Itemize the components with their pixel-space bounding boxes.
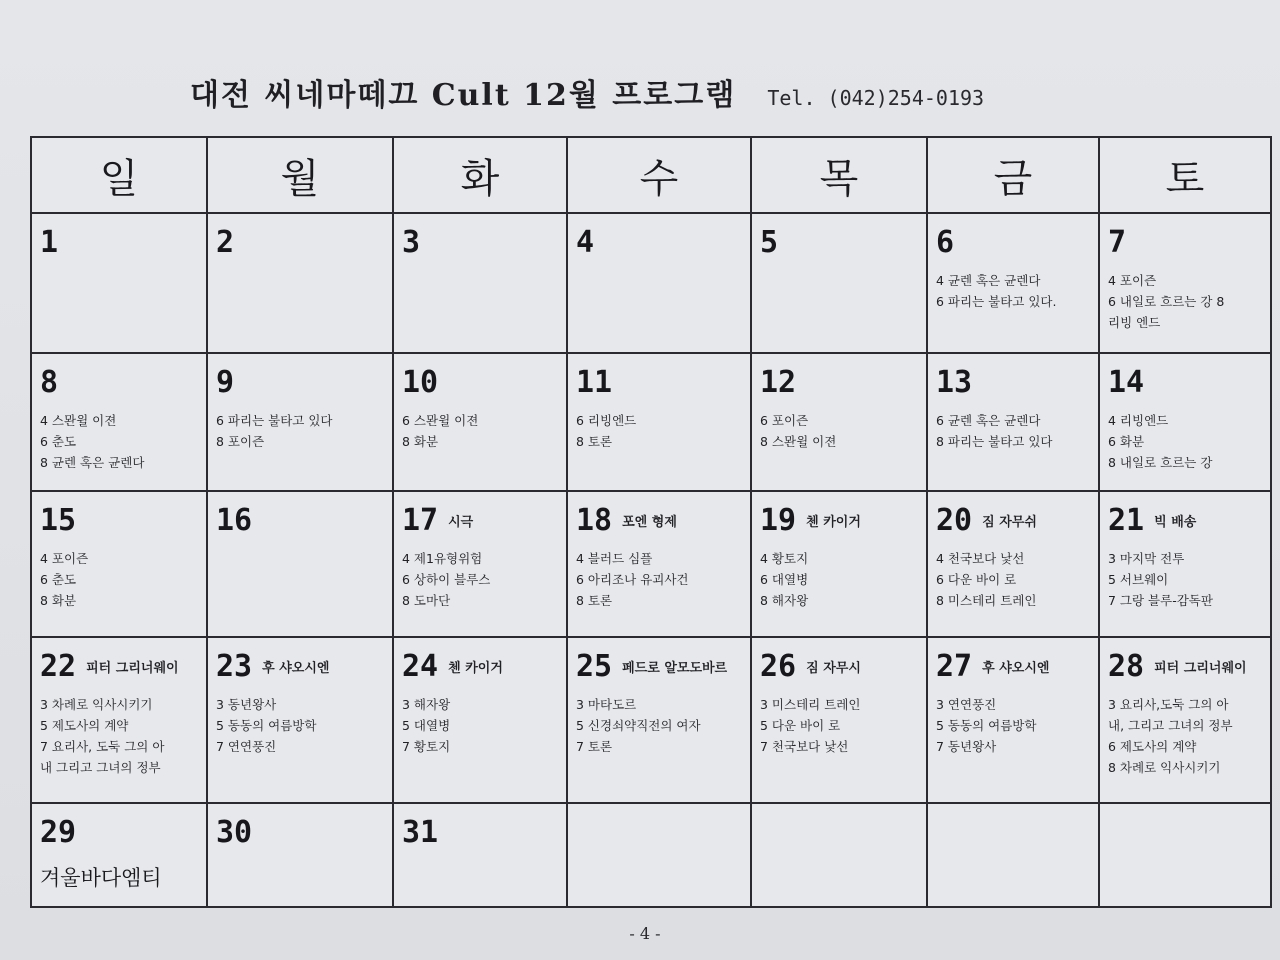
screening-entry: 4 황토지 — [760, 551, 809, 566]
day-number: 4 — [576, 225, 595, 260]
screening-entry: 4 블러드 심플 — [576, 551, 653, 566]
screening-entry: 8 파리는 불타고 있다 — [936, 434, 1053, 449]
calendar-week-row — [31, 213, 1271, 353]
calendar-day-cell — [567, 637, 751, 803]
calendar-day-cell — [207, 803, 393, 907]
screening-entry: 6 대열병 — [760, 572, 809, 587]
calendar-day-cell — [927, 353, 1099, 491]
screening-entry: 5 제도사의 계약 — [40, 718, 129, 733]
screening-entry: 6 제도사의 계약 — [1108, 739, 1197, 754]
screening-entry: 4 제1유형위험 — [402, 551, 483, 566]
day-number: 22 — [40, 649, 77, 684]
weekday-header: 월 — [207, 137, 393, 213]
director-theme: 후 샤오시엔 — [982, 661, 1050, 676]
calendar-week-row — [31, 491, 1271, 637]
screening-entry: 4 리빙엔드 — [1108, 413, 1169, 428]
calendar-day-cell — [31, 803, 207, 907]
day-number: 24 — [402, 649, 439, 684]
day-number: 10 — [402, 365, 439, 400]
director-theme: 빅 배송 — [1154, 515, 1197, 530]
screening-entry: 8 차례로 익사시키기 — [1108, 760, 1221, 775]
screening-entry: 3 마타도르 — [576, 697, 637, 712]
calendar-day-cell — [1099, 491, 1271, 637]
weekday-header: 일 — [31, 137, 207, 213]
screening-entry: 8 토론 — [576, 434, 613, 449]
calendar-day-cell — [567, 803, 751, 907]
director-theme: 짐 자무쉬 — [982, 515, 1037, 530]
screening-list — [40, 410, 198, 473]
director-theme: 페드로 알모도바르 — [622, 661, 728, 676]
screening-entry: 6 춘도 — [40, 572, 77, 587]
day-number: 3 — [402, 225, 421, 260]
director-theme: 첸 카이거 — [448, 661, 503, 676]
program-title: 대전 씨네마떼끄 Cult 12월 프로그램 — [190, 78, 737, 113]
calendar-week-row — [31, 353, 1271, 491]
screening-entry: 6 내일로 흐르는 강 8 — [1108, 294, 1225, 309]
screening-entry: 7 토론 — [576, 739, 613, 754]
director-theme: 포엔 형제 — [622, 515, 677, 530]
calendar-day-cell — [751, 213, 927, 353]
weekday-header: 화 — [393, 137, 567, 213]
screening-list — [936, 410, 1090, 452]
screening-entry: 8 내일로 흐르는 강 — [1108, 455, 1213, 470]
screening-entry: 6 리빙엔드 — [576, 413, 637, 428]
day-number: 13 — [936, 365, 973, 400]
calendar-day-cell — [31, 637, 207, 803]
day-number: 11 — [576, 365, 613, 400]
screening-entry: 내, 그리고 그녀의 정부 — [1108, 718, 1233, 733]
screening-list — [216, 410, 384, 452]
screening-entry: 6 춘도 — [40, 434, 77, 449]
program-calendar — [30, 136, 1272, 908]
calendar-day-cell — [927, 803, 1099, 907]
day-number: 1 — [40, 225, 59, 260]
calendar-day-cell — [207, 213, 393, 353]
day-number: 29 — [40, 815, 77, 850]
screening-list — [1108, 548, 1262, 611]
screening-entry: 8 균렌 혹은 균렌다 — [40, 455, 145, 470]
day-number: 16 — [216, 503, 253, 538]
director-theme: 짐 자무시 — [806, 661, 861, 676]
calendar-day-cell — [1099, 353, 1271, 491]
screening-entry: 8 화분 — [40, 593, 77, 608]
screening-entry: 5 동동의 여름방학 — [216, 718, 317, 733]
screening-entry: 3 차례로 익사시키기 — [40, 697, 153, 712]
screening-entry: 7 동년왕사 — [936, 739, 997, 754]
screening-list — [216, 694, 384, 757]
screening-entry: 6 스뫈윌 이젼 — [402, 413, 479, 428]
event-text: 겨울바다엠티 — [40, 866, 162, 890]
screening-entry: 8 스뫈윌 이젼 — [760, 434, 837, 449]
director-theme: 시극 — [448, 515, 474, 530]
calendar-day-cell — [207, 637, 393, 803]
screening-entry: 3 해자왕 — [402, 697, 451, 712]
screening-entry: 8 도마단 — [402, 593, 451, 608]
day-number: 2 — [216, 225, 235, 260]
calendar-day-cell — [751, 353, 927, 491]
screening-entry: 6 파리는 불타고 있다. — [936, 294, 1057, 309]
calendar-day-cell — [393, 803, 567, 907]
screening-entry: 5 동동의 여름방학 — [936, 718, 1037, 733]
screening-entry: 내 그리고 그녀의 정부 — [40, 760, 161, 775]
day-number: 27 — [936, 649, 973, 684]
screening-entry: 6 다운 바이 로 — [936, 572, 1017, 587]
day-number: 7 — [1108, 225, 1127, 260]
screening-list — [576, 548, 742, 611]
screening-entry: 8 토론 — [576, 593, 613, 608]
calendar-day-cell — [31, 491, 207, 637]
weekday-header: 수 — [567, 137, 751, 213]
day-number: 6 — [936, 225, 955, 260]
screening-list — [1108, 270, 1262, 333]
calendar-day-cell — [1099, 637, 1271, 803]
calendar-day-cell — [1099, 803, 1271, 907]
screening-entry: 8 화분 — [402, 434, 439, 449]
screening-entry: 3 요리사,도둑 그의 아 — [1108, 697, 1229, 712]
weekday-header: 목 — [751, 137, 927, 213]
day-number: 5 — [760, 225, 779, 260]
day-number: 9 — [216, 365, 235, 400]
screening-entry: 5 대열병 — [402, 718, 451, 733]
screening-list — [576, 694, 742, 757]
calendar-day-cell — [927, 637, 1099, 803]
calendar-day-cell — [927, 491, 1099, 637]
screening-list — [760, 548, 918, 611]
calendar-day-cell — [207, 491, 393, 637]
calendar-day-cell — [31, 353, 207, 491]
calendar-day-cell — [393, 491, 567, 637]
screening-entry: 6 파리는 불타고 있다 — [216, 413, 333, 428]
calendar-day-cell — [751, 803, 927, 907]
weekday-header: 금 — [927, 137, 1099, 213]
screening-entry: 6 포이즌 — [760, 413, 809, 428]
calendar-day-cell — [31, 213, 207, 353]
screening-entry: 4 스뫈윌 이젼 — [40, 413, 117, 428]
phone-number: Tel. (042)254-0193 — [767, 86, 985, 110]
screening-entry: 8 미스테리 트레인 — [936, 593, 1037, 608]
screening-entry: 3 연연풍진 — [936, 697, 997, 712]
screening-entry: 8 해자왕 — [760, 593, 809, 608]
screening-list — [576, 410, 742, 452]
calendar-day-cell — [567, 353, 751, 491]
calendar-week-row — [31, 803, 1271, 907]
screening-entry: 7 황토지 — [402, 739, 451, 754]
day-number: 19 — [760, 503, 797, 538]
day-number: 17 — [402, 503, 439, 538]
screening-entry: 6 아리조나 유괴사건 — [576, 572, 689, 587]
screening-entry: 4 포이즌 — [40, 551, 89, 566]
calendar-day-cell — [567, 213, 751, 353]
director-theme: 피터 그리너웨이 — [86, 661, 179, 676]
screening-entry: 3 동년왕사 — [216, 697, 277, 712]
calendar-day-cell — [751, 491, 927, 637]
screening-list — [760, 694, 918, 757]
screening-entry: 3 미스테리 트레인 — [760, 697, 861, 712]
screening-list — [936, 270, 1090, 312]
day-number: 28 — [1108, 649, 1145, 684]
screening-entry: 5 서브웨이 — [1108, 572, 1169, 587]
screening-entry: 7 요리사, 도둑 그의 아 — [40, 739, 165, 754]
screening-entry: 7 그랑 블루-감독판 — [1108, 593, 1213, 608]
day-number: 30 — [216, 815, 253, 850]
calendar-day-cell — [1099, 213, 1271, 353]
day-number: 15 — [40, 503, 77, 538]
screening-entry: 6 화분 — [1108, 434, 1145, 449]
screening-list — [402, 410, 558, 452]
screening-entry: 7 천국보다 낯선 — [760, 739, 849, 754]
director-theme: 피터 그리너웨이 — [1154, 661, 1247, 676]
screening-list — [1108, 694, 1262, 778]
calendar-day-cell — [927, 213, 1099, 353]
screening-entry: 리빙 엔드 — [1108, 315, 1161, 330]
screening-entry: 4 포이즌 — [1108, 273, 1157, 288]
screening-entry: 7 연연풍진 — [216, 739, 277, 754]
day-number: 21 — [1108, 503, 1145, 538]
calendar-day-cell — [751, 637, 927, 803]
screening-list — [936, 694, 1090, 757]
screening-list — [402, 548, 558, 611]
calendar-week-row — [31, 637, 1271, 803]
day-number: 26 — [760, 649, 797, 684]
director-theme: 첸 카이거 — [806, 515, 861, 530]
day-number: 12 — [760, 365, 797, 400]
screening-list — [936, 548, 1090, 611]
calendar-day-cell — [567, 491, 751, 637]
day-number: 8 — [40, 365, 59, 400]
document-title — [190, 70, 984, 114]
screening-entry: 4 천국보다 낯선 — [936, 551, 1025, 566]
calendar-day-cell — [393, 213, 567, 353]
weekday-header: 토 — [1099, 137, 1271, 213]
day-number: 23 — [216, 649, 253, 684]
screening-list — [40, 548, 198, 611]
day-number: 31 — [402, 815, 439, 850]
screening-entry: 3 마지막 전투 — [1108, 551, 1185, 566]
calendar-day-cell — [393, 353, 567, 491]
screening-list — [760, 410, 918, 452]
day-number: 20 — [936, 503, 973, 538]
screening-entry: 5 다운 바이 로 — [760, 718, 841, 733]
screening-list — [1108, 410, 1262, 473]
screening-entry: 4 균렌 혹은 균렌다 — [936, 273, 1041, 288]
director-theme: 후 샤오시엔 — [262, 661, 330, 676]
screening-entry: 8 포이즌 — [216, 434, 265, 449]
screening-entry: 6 상하이 블루스 — [402, 572, 491, 587]
page-number: - 4 - — [629, 924, 661, 943]
calendar-day-cell — [393, 637, 567, 803]
screening-list — [402, 694, 558, 757]
weekday-header-row — [31, 137, 1271, 213]
screening-entry: 5 신경쇠약직전의 여자 — [576, 718, 701, 733]
day-number: 25 — [576, 649, 613, 684]
screening-list — [40, 694, 198, 778]
day-number: 18 — [576, 503, 613, 538]
day-number: 14 — [1108, 365, 1145, 400]
calendar-day-cell — [207, 353, 393, 491]
screening-entry: 6 균렌 혹은 균렌다 — [936, 413, 1041, 428]
